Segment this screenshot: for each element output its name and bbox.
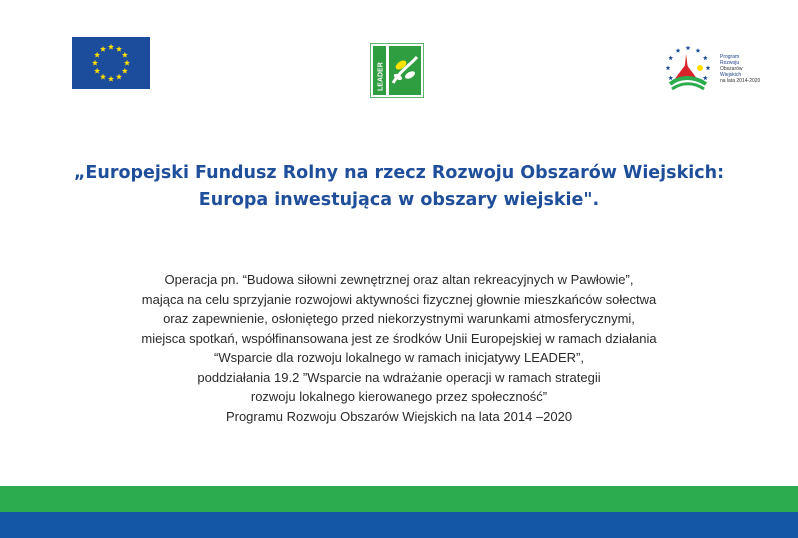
body-line: poddziałania 19.2 ”Wsparcie na wdrażanie operacji w ramach strategii xyxy=(197,369,601,385)
prow-logo-text xyxy=(720,54,760,84)
body-line: mająca na celu sprzyjanie rozwojowi aktywności fizycznej głownie mieszkańców sołectwa xyxy=(141,291,657,307)
headline-line-2: Europa inwestująca w obszary wiejskie". xyxy=(198,190,600,210)
body-line: rozwoju lokalnego kierowanego przez społeczność” xyxy=(250,389,548,404)
prow-line5: na lata 2014-2020 xyxy=(720,78,761,84)
star-icon xyxy=(703,55,708,60)
star-icon xyxy=(668,55,673,60)
eu-flag-logo xyxy=(72,37,150,89)
body-line: Operacja pn. “Budowa siłowni zewnętrznej oraz altan rekreacyjnych w Pawłowie”, xyxy=(164,272,634,287)
star-icon xyxy=(696,48,701,53)
headline xyxy=(0,160,798,214)
leader-logo-text: LEADER xyxy=(377,62,385,91)
body-line: oraz zapewnienie, osłoniętego przed niekorzystnymi warunkami atmosferycznymi, xyxy=(163,311,635,326)
eu-flag-icon xyxy=(72,37,150,89)
green-footer-stripe xyxy=(0,486,798,512)
star-icon xyxy=(668,75,673,80)
blue-footer-stripe xyxy=(0,512,798,538)
body-line: “Wsparcie dla rozwoju lokalnego w ramach inicjatywy LEADER”, xyxy=(214,350,584,365)
star-icon xyxy=(706,65,711,70)
prow-line3: Obszarów xyxy=(720,66,743,72)
prow-logo xyxy=(664,46,770,94)
star-icon xyxy=(666,65,671,70)
star-icon xyxy=(686,46,691,50)
star-icon xyxy=(703,75,708,80)
leader-logo-icon xyxy=(370,43,424,98)
body-line: Programu Rozwoju Obszarów Wiejskich na lata 2014 –2020 xyxy=(225,408,573,424)
prow-line2: Rozwoju xyxy=(720,60,740,66)
star-icon xyxy=(676,48,681,53)
body-line: miejsca spotkań, współfinansowana jest ze środków Unii Europejskiej w ramach działania xyxy=(141,330,657,346)
operation-description xyxy=(0,270,798,426)
headline-line-1: „Europejski Fundusz Rolny na rzecz Rozwoju Obszarów Wiejskich: xyxy=(73,163,725,183)
leader-logo xyxy=(370,43,424,98)
prow-line4: Wiejskich xyxy=(720,72,742,78)
prow-line1: Program xyxy=(720,54,740,60)
prow-logo-icon xyxy=(664,46,718,94)
